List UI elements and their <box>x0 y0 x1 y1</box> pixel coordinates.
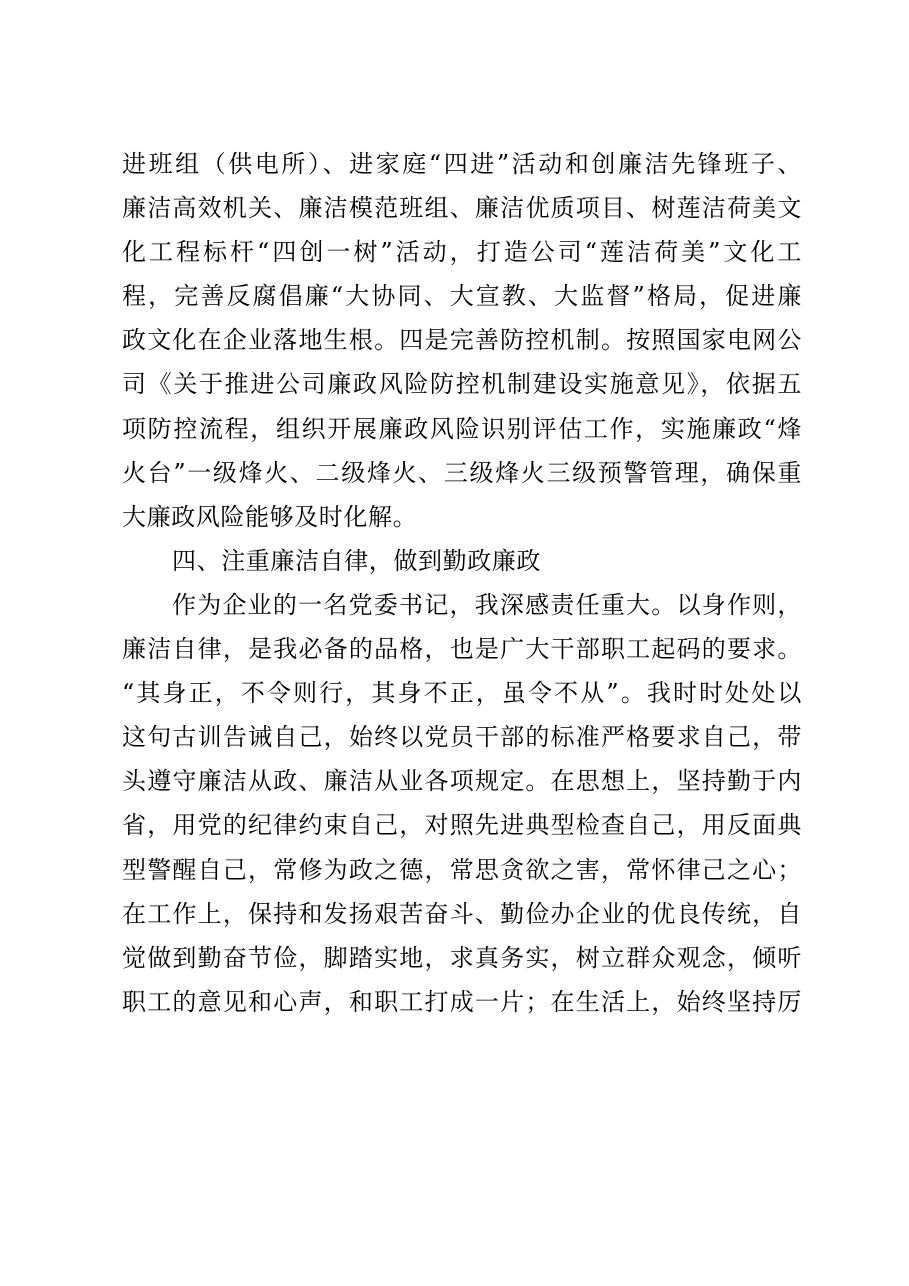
text-line: 项防控流程，组织开展廉政风险识别评估工作，实施廉政“烽 <box>122 414 802 443</box>
text-line: 政文化在企业落地生根。四是完善防控机制。按照国家电网公 <box>122 326 802 355</box>
text-line: 廉洁高效机关、廉洁模范班组、廉洁优质项目、树莲洁荷美文 <box>122 194 802 223</box>
text-line: 职工的意见和心声，和职工打成一片；在生活上，始终坚持厉 <box>122 987 802 1016</box>
text-line: 省，用党的纪律约束自己，对照先进典型检查自己，用反面典 <box>122 811 802 840</box>
text-line: 司《关于推进公司廉政风险防控机制建设实施意见》，依据五 <box>122 370 802 399</box>
text-line: 火台”一级烽火、二级烽火、三级烽火三级预警管理，确保重 <box>122 458 802 487</box>
text-line: 进班组（供电所）、进家庭“四进”活动和创廉洁先锋班子、 <box>122 150 802 178</box>
text-line: 作为企业的一名党委书记，我深感责任重大。以身作则， <box>172 590 802 619</box>
section-heading: 四、注重廉洁自律，做到勤政廉政 <box>172 546 541 575</box>
text-line: 头遵守廉洁从政、廉洁从业各项规定。在思想上，坚持勤于内 <box>122 767 802 796</box>
text-line: 廉洁自律，是我必备的品格，也是广大干部职工起码的要求。 <box>122 635 802 664</box>
body-text <box>122 142 802 1024</box>
text-line: “其身正，不令则行，其身不正，虽令不从”。我时时处处以 <box>122 679 802 708</box>
text-line: 这句古训告诫自己，始终以党员干部的标准严格要求自己，带 <box>122 723 802 752</box>
text-line: 在工作上，保持和发扬艰苦奋斗、勤俭办企业的优良传统，自 <box>122 899 802 928</box>
text-line: 程，完善反腐倡廉“大协同、大宣教、大监督”格局，促进廉 <box>122 282 802 311</box>
text-line: 大廉政风险能够及时化解。 <box>122 502 418 531</box>
text-line: 化工程标杆“四创一树”活动，打造公司“莲洁荷美”文化工 <box>122 238 802 267</box>
text-line: 觉做到勤奋节俭，脚踏实地，求真务实，树立群众观念，倾听 <box>122 943 802 972</box>
text-line: 型警醒自己，常修为政之德，常思贪欲之害，常怀律己之心； <box>122 855 802 884</box>
